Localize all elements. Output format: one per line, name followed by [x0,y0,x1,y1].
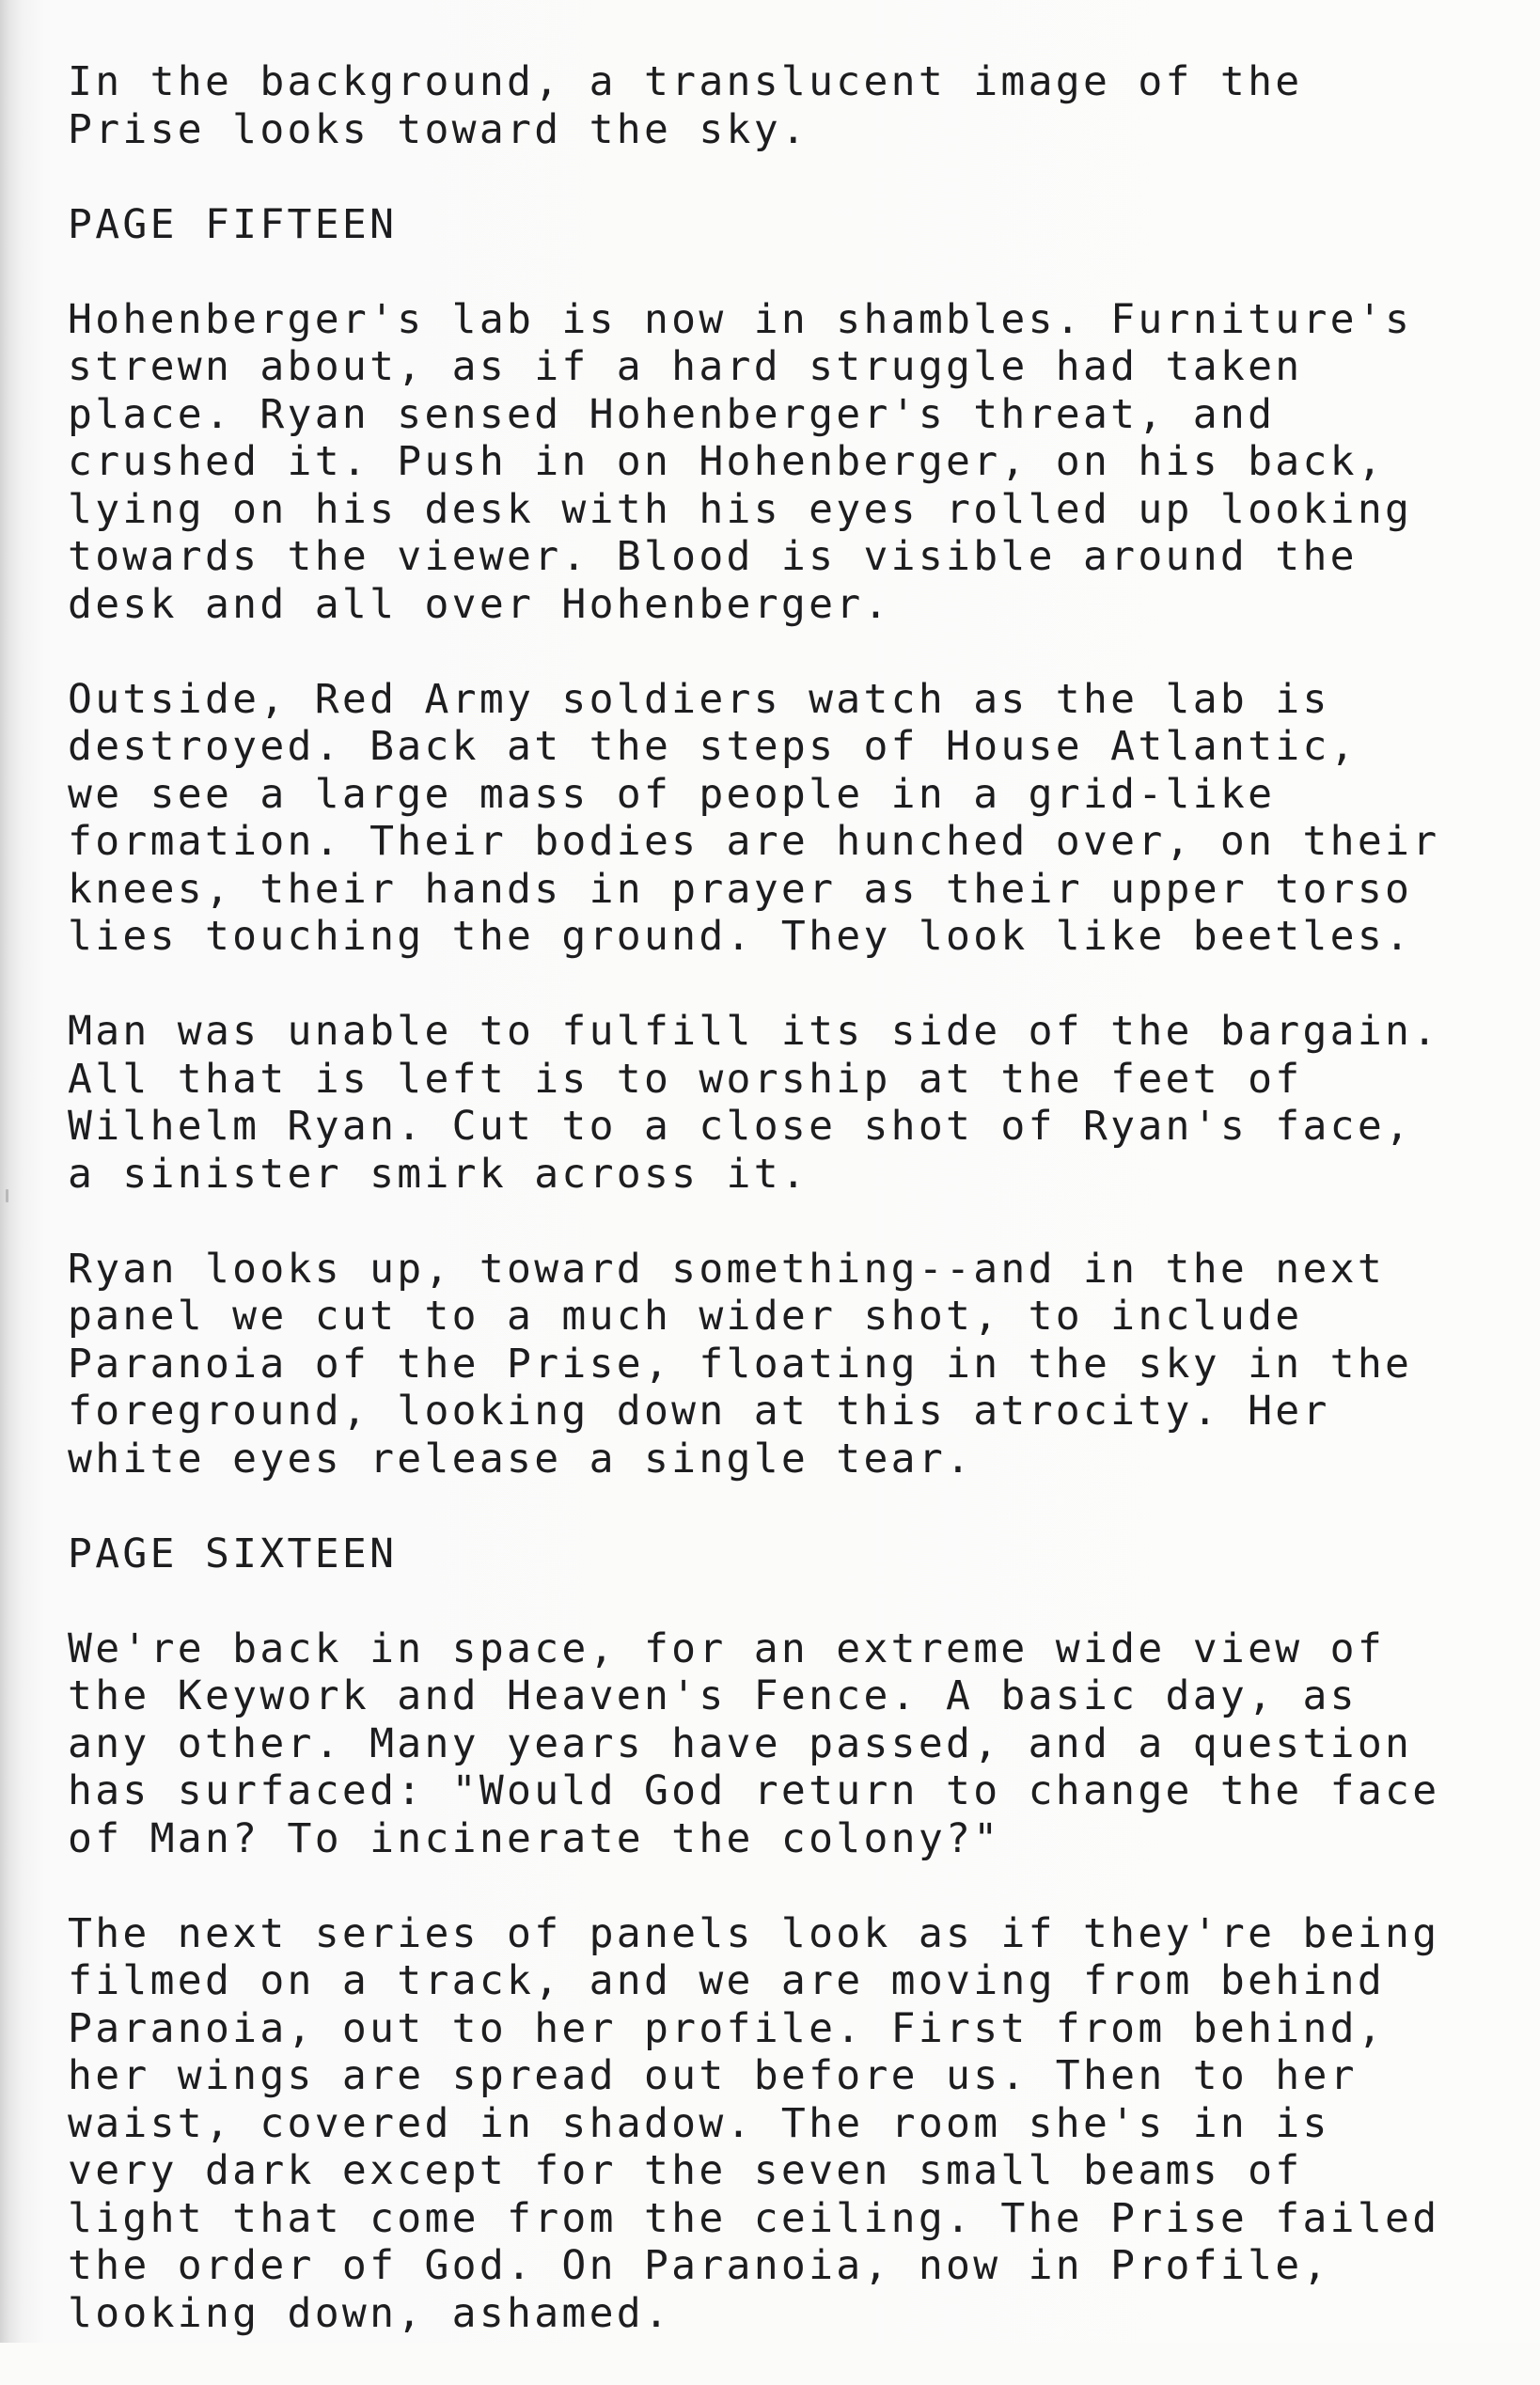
text-line: light that come from the ceiling. The Prise failed [68,2194,1440,2242]
script-paragraph [68,58,1516,153]
text-line: All that is left is to worship at the feet of [68,1055,1303,1103]
text-line: lies touching the ground. They look like beetles. [68,913,1413,960]
text-line: crushed it. Push in on Hohenberger, on his back, [68,438,1386,485]
text-line: a sinister smirk across it. [68,1150,809,1198]
text-line: desk and all over Hohenberger. [68,580,891,628]
text-line: destroyed. Back at the steps of House Atlantic, [68,723,1358,770]
text-line: filmed on a track, and we are moving from behind [68,1957,1386,2004]
script-paragraph [68,296,1516,629]
script-paragraph [68,1246,1516,1483]
binding-gutter-mark [6,1189,8,1202]
page-heading [68,1530,1516,1578]
text-line: place. Ryan sensed Hohenberger's threat, and [68,390,1276,438]
text-line: Man was unable to fulfill its side of the bargain. [68,1008,1440,1055]
text-line: strewn about, as if a hard struggle had taken [68,343,1303,390]
text-line: the order of God. On Paranoia, now in Profile, [68,2242,1330,2289]
text-line: PAGE SIXTEEN [68,1530,398,1577]
text-line: looking down, ashamed. [68,2289,672,2337]
script-paragraph [68,1910,1516,2338]
text-line: formation. Their bodies are hunched over, on their [68,818,1440,865]
text-line: In the background, a translucent image of the [68,58,1303,105]
text-line: very dark except for the seven small beams of [68,2147,1303,2194]
text-line: The next series of panels look as if they're being [68,1909,1440,1957]
text-line: waist, covered in shadow. The room she's in is [68,2099,1330,2147]
text-line: any other. Many years have passed, and a question [68,1719,1413,1767]
text-line: towards the viewer. Blood is visible around the [68,533,1358,580]
text-line: PAGE FIFTEEN [68,200,398,248]
text-line: panel we cut to a much wider shot, to include [68,1293,1303,1340]
text-line: lying on his desk with his eyes rolled up looking [68,485,1413,533]
text-line: her wings are spread out before us. Then to her [68,2052,1358,2099]
script-paragraph [68,676,1516,961]
script-text-body [68,58,1516,2385]
text-line: has surfaced: "Would God return to change the face [68,1767,1440,1814]
text-line: the Keywork and Heaven's Fence. A basic day, as [68,1672,1358,1719]
script-paragraph [68,1625,1516,1863]
page-heading [68,201,1516,249]
text-line: Ryan looks up, toward something--and in the next [68,1245,1386,1293]
text-line: white eyes release a single tear. [68,1435,974,1483]
text-line: knees, their hands in prayer as their upper torso [68,865,1413,913]
text-line: foreground, looking down at this atrocity. Her [68,1388,1330,1435]
text-line: of Man? To incinerate the colony?" [68,1814,1001,1862]
text-line: Paranoia of the Prise, floating in the sky in the [68,1340,1413,1388]
script-paragraph [68,1008,1516,1198]
text-line: Prise looks toward the sky. [68,105,809,153]
text-line: Wilhelm Ryan. Cut to a close shot of Ryan's face, [68,1103,1413,1150]
text-line: we see a large mass of people in a grid-like [68,770,1276,818]
text-line: We're back in space, for an extreme wide view of [68,1624,1386,1672]
text-line: Outside, Red Army soldiers watch as the lab is [68,675,1330,723]
text-line: Hohenberger's lab is now in shambles. Furniture's [68,295,1413,343]
text-line: Paranoia, out to her profile. First from behind, [68,2004,1386,2052]
